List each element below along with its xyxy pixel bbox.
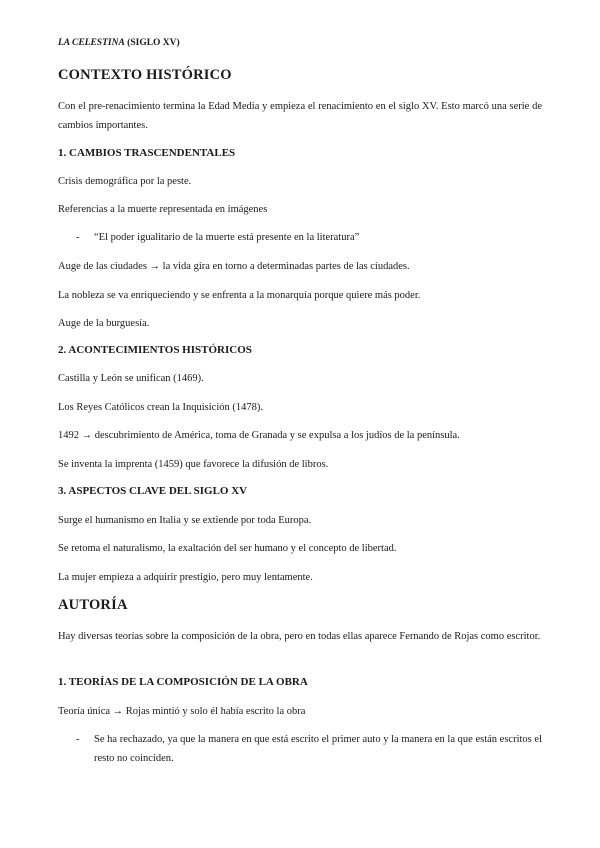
paragraph: Crisis demográfica por la peste. <box>58 176 192 187</box>
paragraph: Referencias a la muerte representada en imágenes <box>58 204 268 215</box>
header-title-rest: (SIGLO XV) <box>124 38 180 48</box>
paragraph: La nobleza se va enriqueciendo y se enfrenta a la monarquía porque quiere más poder. <box>58 290 421 301</box>
paragraph: La mujer empieza a adquirir prestigio, pero muy lentamente. <box>58 572 313 583</box>
paragraph: Teoría única → Rojas mintió y solo él había escrito la obra <box>58 706 306 717</box>
running-header <box>58 38 542 48</box>
subsection-title-cambios: 1. CAMBIOS TRASCENDENTALES <box>58 147 236 159</box>
paragraph: Los Reyes Católicos crean la Inquisición (1478). <box>58 402 263 413</box>
section-title-contexto: CONTEXTO HISTÓRICO <box>58 67 232 83</box>
paragraph-intro-autoria: Hay diversas teorías sobre la composición de la obra, pero en todas ellas aparece Fernando de Rojas como escritor. <box>58 631 541 642</box>
paragraph: Se inventa la imprenta (1459) que favorece la difusión de libros. <box>58 459 329 470</box>
list-bullet-dash: - <box>76 734 80 745</box>
subsection-title-teorias: 1. TEORÍAS DE LA COMPOSICIÓN DE LA OBRA <box>58 676 308 688</box>
paragraph-intro-contexto: Con el pre-renacimiento termina la Edad Media y empieza el renacimiento en el siglo XV. Esto marcó una serie de cambios importantes. <box>58 101 542 131</box>
subsection-title-aspectos: 3. ASPECTOS CLAVE DEL SIGLO XV <box>58 485 248 497</box>
paragraph: 1492 → descubrimiento de América, toma de Granada y se expulsa a los judíos de la península. <box>58 430 460 441</box>
paragraph: Castilla y León se unifican (1469). <box>58 373 204 384</box>
paragraph: Surge el humanismo en Italia y se extiende por toda Europa. <box>58 515 312 526</box>
paragraph: Auge de la burguesía. <box>58 318 150 329</box>
paragraph: Auge de las ciudades → la vida gira en torno a determinadas partes de las ciudades. <box>58 261 410 272</box>
list-bullet-dash: - <box>76 232 80 243</box>
section-title-autoria: AUTORÍA <box>58 597 128 613</box>
header-title-italic: LA CELESTINA <box>58 38 125 48</box>
list-item: Se ha rechazado, ya que la manera en que está escrito el primer auto y la manera en la que están escritos el resto no coinciden. <box>94 734 542 764</box>
list-item: “El poder igualitario de la muerte está presente en la literatura” <box>94 232 360 243</box>
paragraph: Se retoma el naturalismo, la exaltación del ser humano y el concepto de libertad. <box>58 543 397 554</box>
subsection-title-acontecimientos: 2. ACONTECIMIENTOS HISTÓRICOS <box>58 344 252 356</box>
